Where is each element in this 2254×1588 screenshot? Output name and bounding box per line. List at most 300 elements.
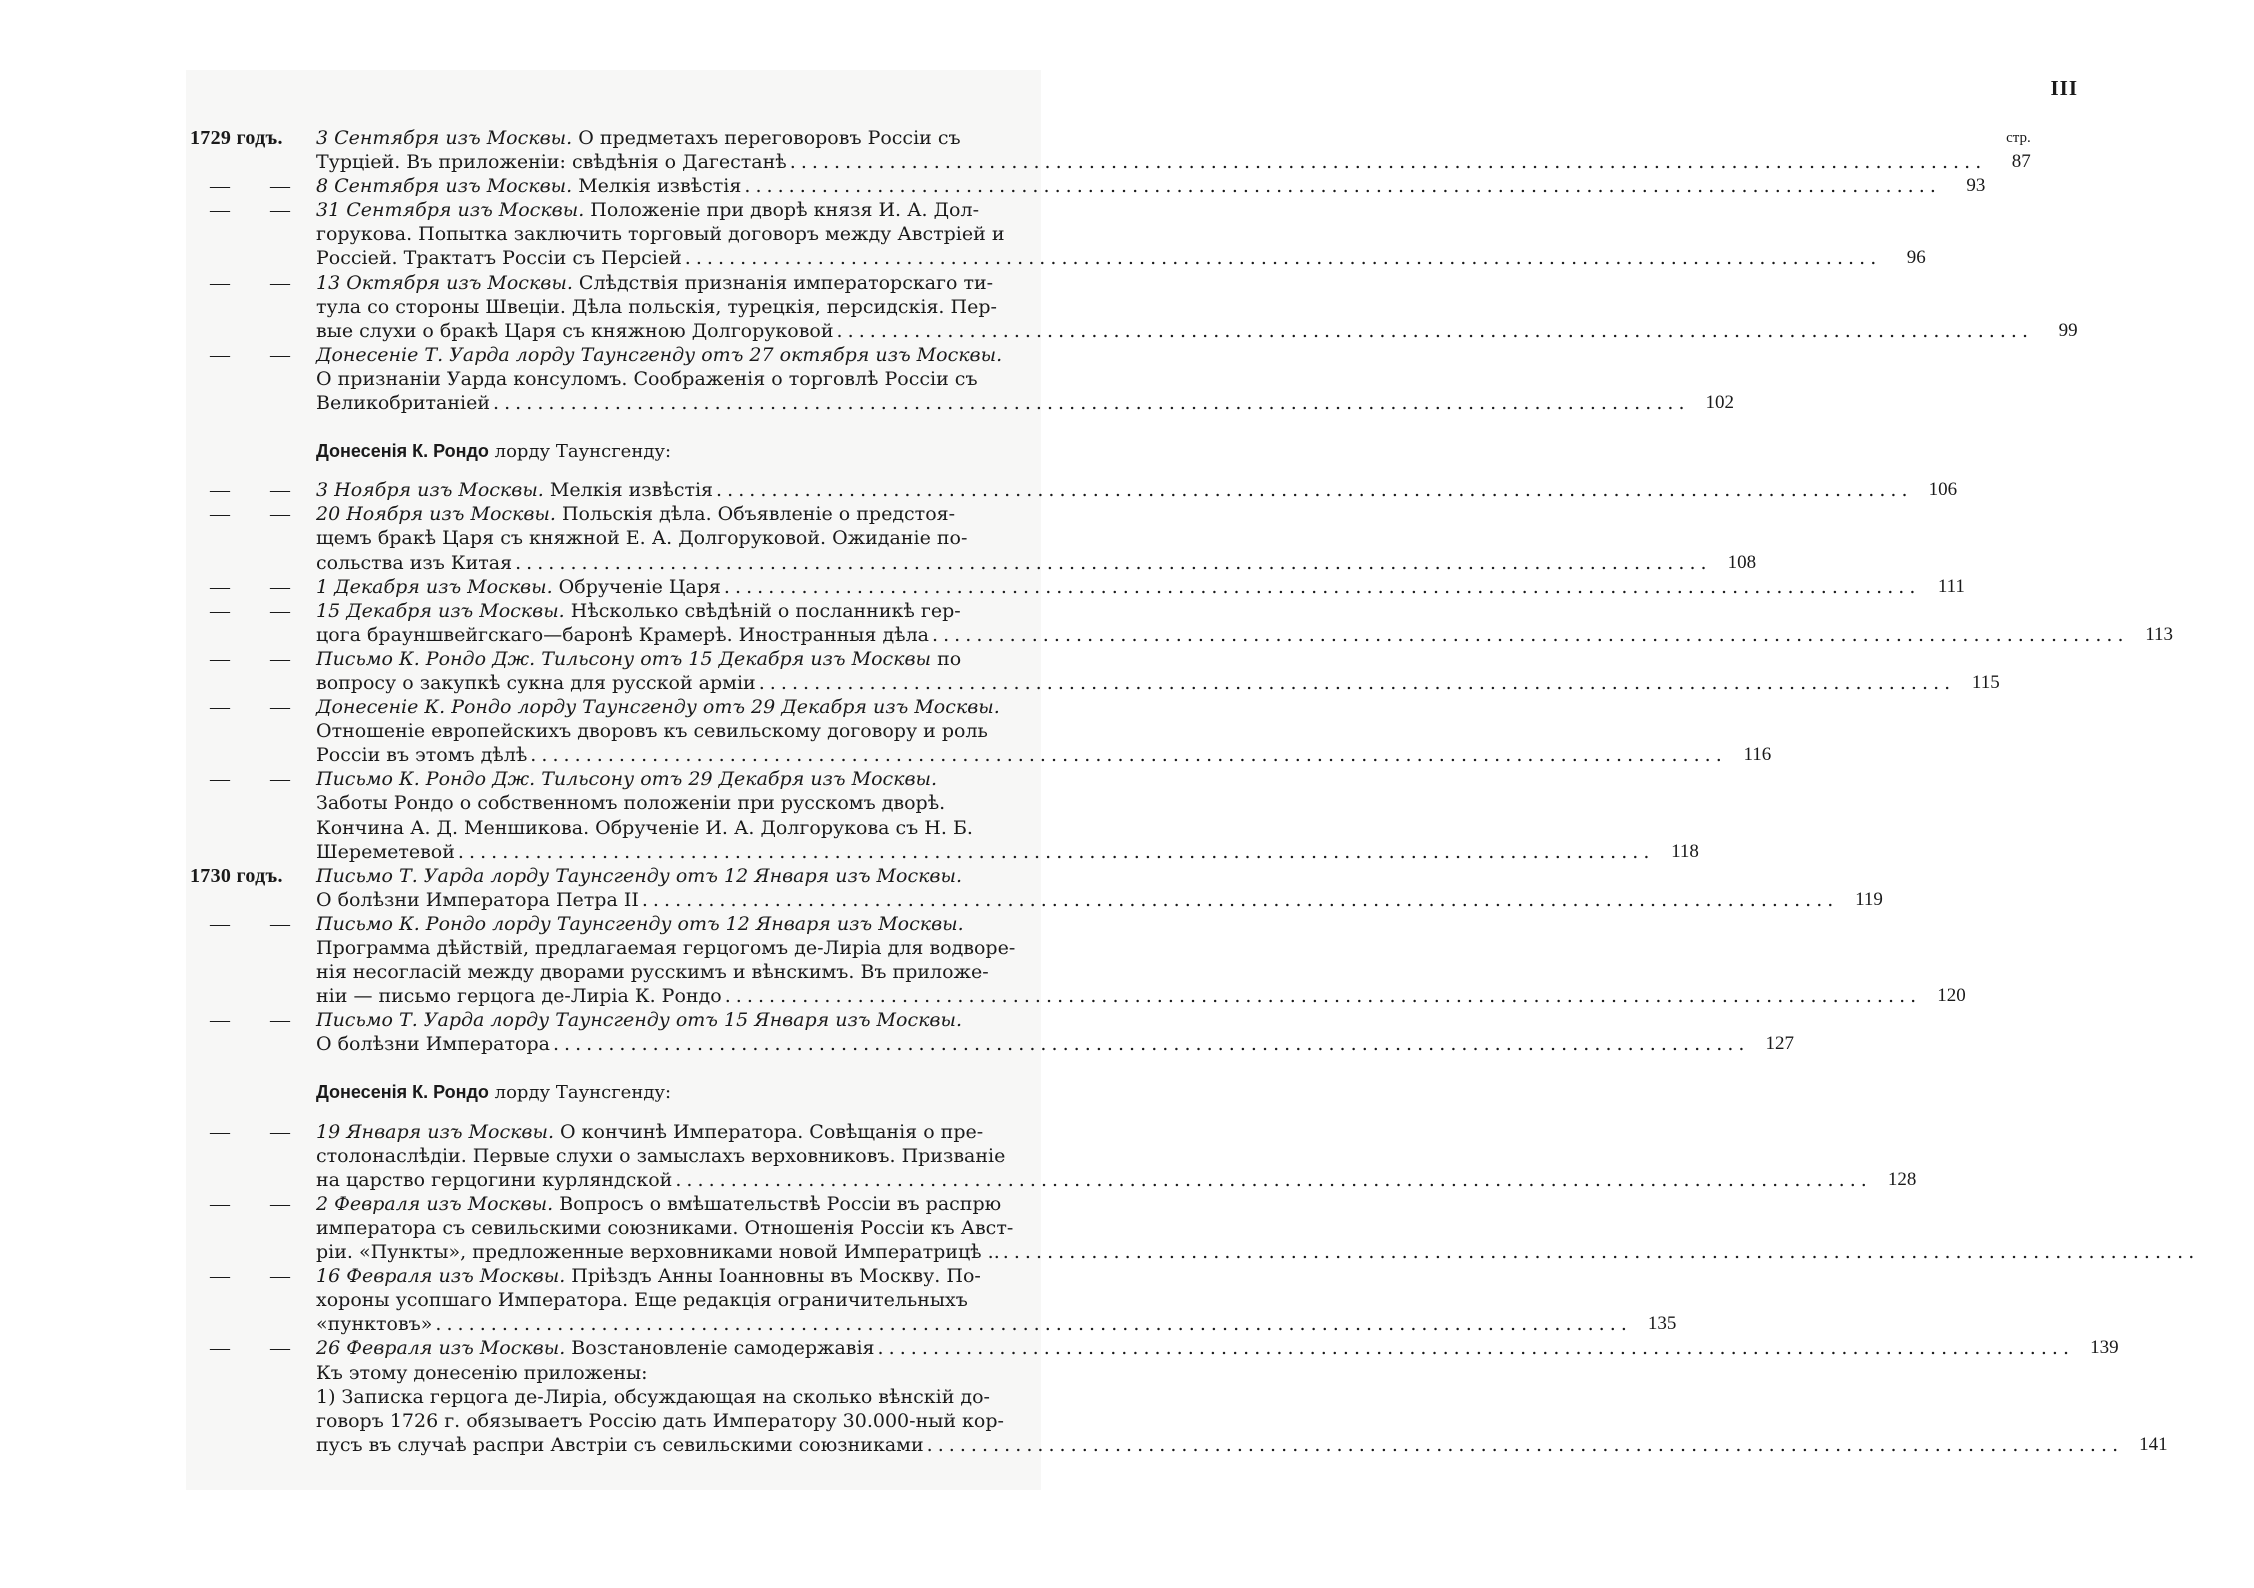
entry-text bbox=[316, 1008, 1744, 1056]
dot-leader bbox=[493, 391, 1684, 415]
entry-line bbox=[316, 1144, 1866, 1168]
entry-line bbox=[316, 271, 2028, 295]
ditto-dash: — bbox=[210, 647, 230, 670]
ditto-dash: — bbox=[210, 1009, 230, 1032]
entry-text bbox=[316, 695, 1721, 767]
page-ref-empty bbox=[1744, 1008, 1794, 1032]
entry-line-text: сольства изъ Китая bbox=[316, 551, 513, 574]
page-ref: 141 bbox=[2139, 1433, 2168, 1455]
column-label: стр. bbox=[2006, 130, 2031, 146]
page-ref-empty bbox=[2028, 271, 2078, 295]
entry-line-text bbox=[316, 912, 964, 936]
dot-leader bbox=[515, 551, 1706, 575]
entry-line bbox=[316, 198, 1876, 222]
page-ref-empty bbox=[2123, 599, 2173, 623]
page-column bbox=[1626, 1264, 1686, 1336]
entry-line-text: 3 Сентября изъ Москвы. О предметахъ переговоровъ Россіи съ bbox=[316, 127, 961, 149]
entry-line bbox=[316, 1288, 1626, 1312]
year-column bbox=[190, 343, 316, 367]
page-column bbox=[1935, 174, 1995, 198]
entry-line-text: Россіи въ этомъ дѣлѣ bbox=[316, 744, 528, 767]
ditto-dash: — bbox=[210, 696, 230, 719]
dot-leader bbox=[1003, 1240, 2194, 1264]
entry-line-text: горукова. Попытка заключить торговый договоръ между Австріей и bbox=[316, 223, 1005, 246]
entry-line-text bbox=[316, 343, 1002, 367]
entry-line-text: столонаслѣдіи. Первые слухи о замыслахъ верховниковъ. Призваніе bbox=[316, 1144, 1006, 1167]
entry-date: 26 Февраля изъ Москвы. bbox=[316, 1337, 566, 1360]
page-column bbox=[1721, 695, 1781, 767]
page-ref-empty bbox=[1876, 222, 1926, 246]
ditto-dash: — bbox=[270, 768, 290, 791]
ditto-dash: — bbox=[270, 1337, 290, 1360]
entry-line bbox=[316, 319, 2028, 343]
page-column bbox=[2118, 1361, 2178, 1457]
page-ref: 99 bbox=[2058, 319, 2078, 341]
section-heading-rest: лорду Таунсгенду: bbox=[488, 441, 672, 463]
ditto-dash: — bbox=[210, 599, 230, 622]
entry-line bbox=[316, 551, 1706, 575]
ditto-dash: — bbox=[210, 768, 230, 791]
entry-line bbox=[316, 623, 2123, 647]
entry-text bbox=[316, 174, 1935, 198]
year-column bbox=[190, 695, 316, 719]
entry-line bbox=[316, 1385, 2118, 1409]
entry-line bbox=[316, 647, 1950, 671]
entry-line bbox=[316, 367, 1684, 391]
toc-entry bbox=[190, 864, 1883, 912]
dot-leader bbox=[435, 1312, 1626, 1336]
toc-entry bbox=[190, 478, 1958, 502]
entry-text bbox=[316, 767, 1649, 863]
entry-line-text: Заботы Рондо о собственномъ положеніи при русскомъ дворѣ. bbox=[316, 792, 946, 815]
dot-leader bbox=[724, 575, 1915, 599]
entry-line-text: Шереметевой bbox=[316, 840, 455, 863]
page-ref-empty bbox=[1950, 647, 2000, 671]
page-ref-empty bbox=[1626, 1264, 1676, 1288]
entry-date: Письмо К. Рондо лорду Таунсгенду отъ 12 Января изъ Москвы. bbox=[316, 912, 964, 935]
page-ref: 127 bbox=[1765, 1033, 1794, 1055]
page-column bbox=[1915, 575, 1975, 599]
entry-line-text: пусъ въ случаѣ распри Австріи съ севильскими союзниками bbox=[316, 1433, 924, 1456]
page-column bbox=[1706, 502, 1766, 574]
page-column bbox=[1907, 478, 1967, 502]
page-ref-empty bbox=[2118, 1385, 2168, 1409]
entry-line bbox=[316, 599, 2123, 623]
entry-line-text: Отношеніе европейскихъ дворовъ къ севильскому договору и роль bbox=[316, 720, 988, 743]
entry-text bbox=[316, 912, 1916, 1008]
toc-entry bbox=[190, 1008, 1794, 1056]
entry-text bbox=[316, 502, 1706, 574]
page-ref-empty bbox=[1721, 695, 1771, 719]
entry-line-text: 1) Записка герцога де-Лиріа, обсуждающая на сколько вѣнскій до- bbox=[316, 1385, 990, 1408]
year-label: 1729 годъ. bbox=[190, 127, 283, 149]
page-ref: 128 bbox=[1887, 1168, 1917, 1190]
page-ref-empty bbox=[1916, 912, 1966, 936]
year-column bbox=[190, 1120, 316, 1144]
section-heading-bold: Донесенія К. Рондо bbox=[316, 441, 489, 462]
entry-line bbox=[316, 526, 1706, 550]
page-ref: 135 bbox=[1647, 1313, 1677, 1335]
entry-line bbox=[316, 222, 1876, 246]
entry-date: Письмо Т. Уарда лорду Таунсгенду отъ 12 Января изъ Москвы. bbox=[316, 864, 963, 887]
entry-line-text: Турціей. Въ приложеніи: свѣдѣнія о Дагестанѣ bbox=[316, 151, 787, 174]
entry-text bbox=[316, 1120, 1866, 1192]
dot-leader bbox=[744, 174, 1935, 198]
entry-text bbox=[316, 343, 1684, 415]
entry-line bbox=[316, 1361, 2118, 1385]
year-column bbox=[190, 198, 316, 222]
page-ref-empty bbox=[2118, 1361, 2168, 1385]
page-ref-empty bbox=[1916, 936, 1966, 960]
ditto-dash: — bbox=[210, 271, 230, 294]
entry-line-text bbox=[316, 767, 937, 791]
page-column bbox=[1833, 864, 1893, 912]
entry-line bbox=[316, 816, 1649, 840]
year-column bbox=[190, 575, 316, 599]
ditto-dash: — bbox=[210, 1192, 230, 1215]
page-column bbox=[1981, 126, 2041, 174]
ditto-dash: — bbox=[270, 575, 290, 598]
entry-line-text: 19 Января изъ Москвы. О кончинѣ Императора. Совѣщанія о пре- bbox=[316, 1120, 984, 1143]
ditto-dash: — bbox=[210, 199, 230, 222]
entry-line bbox=[316, 719, 1721, 743]
page-ref: 118 bbox=[1671, 840, 1699, 862]
ditto-dash: — bbox=[210, 1337, 230, 1360]
page-ref-empty bbox=[1649, 791, 1699, 815]
page-ref: 119 bbox=[1855, 888, 1883, 910]
entry-line-text: 13 Октября изъ Москвы. Слѣдствія признанія императорскаго ти- bbox=[316, 271, 994, 294]
page-number: III bbox=[2050, 76, 2078, 100]
toc-entry bbox=[190, 1336, 2119, 1360]
entry-line bbox=[316, 126, 1981, 150]
entry-date: 31 Сентября изъ Москвы. bbox=[316, 199, 585, 222]
entry-line-text: ріи. «Пункты», предложенные верховниками новой Императрицѣ .. bbox=[316, 1241, 1000, 1264]
page-ref-empty bbox=[2194, 1216, 2244, 1240]
year-column bbox=[190, 1361, 316, 1385]
entry-line-text: Россіей. Трактатъ Россіи съ Персіей bbox=[316, 247, 682, 270]
toc-entry bbox=[190, 198, 1926, 270]
entry-text bbox=[316, 478, 1907, 502]
page-ref-empty bbox=[1684, 367, 1734, 391]
entry-text bbox=[316, 599, 2123, 647]
entry-line bbox=[316, 1312, 1626, 1336]
entry-line-text: 1 Декабря изъ Москвы. Обрученіе Царя bbox=[316, 575, 721, 598]
toc-entry bbox=[190, 599, 2174, 647]
section-heading-bold: Донесенія К. Рондо bbox=[316, 1082, 489, 1103]
entry-line bbox=[316, 767, 1649, 791]
entry-line bbox=[316, 1216, 2194, 1240]
year-column bbox=[190, 478, 316, 502]
entry-date: 8 Сентября изъ Москвы. bbox=[316, 175, 573, 198]
entry-line bbox=[316, 984, 1916, 1008]
entry-line-text: императора съ севильскими союзниками. Отношенія Россіи къ Авст- bbox=[316, 1216, 1014, 1239]
page-ref-empty bbox=[1721, 719, 1771, 743]
entry-line-text: Письмо К. Рондо Дж. Тильсону отъ 15 Декабря изъ Москвы по bbox=[316, 647, 962, 670]
year-column bbox=[190, 767, 316, 791]
entry-text bbox=[316, 1192, 2194, 1264]
dot-leader bbox=[716, 478, 1907, 502]
toc-entry bbox=[190, 695, 1772, 767]
page-ref-empty bbox=[1833, 864, 1883, 888]
entry-date: Письмо К. Рондо Дж. Тильсону отъ 15 Декабря изъ Москвы bbox=[316, 647, 932, 670]
entry-line bbox=[316, 1192, 2194, 1216]
year-column bbox=[190, 1264, 316, 1288]
page-ref: 96 bbox=[1906, 247, 1926, 269]
entry-text bbox=[316, 126, 1981, 174]
entry-line bbox=[316, 1240, 2194, 1264]
entry-line-text: вые слухи о бракѣ Царя съ княжною Долгоруковой bbox=[316, 319, 834, 342]
entry-date: 13 Октября изъ Москвы. bbox=[316, 271, 573, 294]
entry-line-text: нія несогласій между дворами русскимъ и вѣнскимъ. Въ приложе- bbox=[316, 961, 989, 984]
ditto-dash: — bbox=[210, 575, 230, 598]
entry-line bbox=[316, 1264, 1626, 1288]
entry-line-text: 2 Февраля изъ Москвы. Вопросъ о вмѣшательствѣ Россіи въ распрю bbox=[316, 1192, 1002, 1215]
ditto-dash: — bbox=[270, 1009, 290, 1032]
entry-line bbox=[316, 1168, 1866, 1192]
dot-leader bbox=[790, 150, 1981, 174]
entry-text bbox=[316, 1264, 1626, 1336]
page-ref: 102 bbox=[1705, 392, 1735, 414]
page-column bbox=[1744, 1008, 1804, 1056]
year-column bbox=[190, 271, 316, 295]
ditto-dash: — bbox=[210, 1120, 230, 1143]
ditto-dash: — bbox=[210, 343, 230, 366]
year-column bbox=[190, 599, 316, 623]
entry-line-text: щемъ бракѣ Царя съ княжной Е. А. Долгоруковой. Ожиданіе по- bbox=[316, 527, 968, 550]
ditto-dash: — bbox=[210, 503, 230, 526]
ditto-dash: — bbox=[270, 175, 290, 198]
year-column bbox=[190, 864, 316, 888]
entry-line bbox=[316, 936, 1916, 960]
ditto-dash: — bbox=[270, 1192, 290, 1215]
entry-line bbox=[316, 391, 1684, 415]
year-label: 1730 годъ. bbox=[190, 864, 283, 887]
year-column bbox=[190, 1008, 316, 1032]
year-column bbox=[190, 502, 316, 526]
entry-line bbox=[316, 888, 1833, 912]
page-ref: 108 bbox=[1727, 551, 1757, 573]
entry-date: 3 Ноября изъ Москвы. bbox=[316, 479, 544, 502]
toc-entry bbox=[190, 1192, 1022, 1264]
dot-leader bbox=[932, 623, 2123, 647]
dot-leader bbox=[530, 743, 1721, 767]
entry-line bbox=[316, 1008, 1744, 1032]
page-ref-empty bbox=[1649, 816, 1699, 840]
page-column bbox=[1866, 1120, 1926, 1192]
page-ref-empty bbox=[1866, 1144, 1916, 1168]
entry-text bbox=[316, 1336, 2069, 1360]
year-column bbox=[190, 126, 316, 150]
page-column bbox=[1916, 912, 1976, 1008]
page-ref: 120 bbox=[1937, 985, 1966, 1007]
page-ref-empty bbox=[2028, 295, 2078, 319]
page-column bbox=[2123, 599, 2183, 647]
page-column bbox=[1950, 647, 2010, 695]
entry-date: Донесеніе К. Рондо лорду Таунсгенду отъ 29 Декабря изъ Москвы. bbox=[316, 696, 1000, 719]
entry-date: 19 Января изъ Москвы. bbox=[316, 1120, 555, 1143]
ditto-dash: — bbox=[270, 479, 290, 502]
entry-line-text: О признаніи Уарда консуломъ. Соображенія о торговлѣ Россіи съ bbox=[316, 367, 978, 390]
entry-date: 1 Декабря изъ Москвы. bbox=[316, 575, 553, 598]
entry-text bbox=[316, 1361, 2118, 1457]
ditto-dash: — bbox=[270, 199, 290, 222]
table-of-contents bbox=[190, 126, 2174, 1457]
toc-entry bbox=[190, 1264, 1677, 1336]
page-ref-empty bbox=[1706, 502, 1756, 526]
page-column bbox=[1876, 198, 1936, 270]
dot-leader bbox=[725, 984, 1916, 1008]
page-column bbox=[1649, 767, 1709, 863]
entry-line-text: тула со стороны Швеціи. Дѣла польскія, турецкія, персидскія. Пер- bbox=[316, 295, 997, 318]
entry-line bbox=[316, 1409, 2118, 1433]
ditto-dash: — bbox=[210, 479, 230, 502]
section-heading bbox=[316, 439, 1022, 464]
dot-leader bbox=[458, 840, 1649, 864]
dot-leader bbox=[878, 1336, 2069, 1360]
page-ref-empty bbox=[1916, 960, 1966, 984]
page-ref: 93 bbox=[1966, 175, 1986, 197]
entry-line-text: 31 Сентября изъ Москвы. Положеніе при дворѣ князя И. А. Дол- bbox=[316, 199, 979, 222]
page-ref-empty bbox=[2194, 1192, 2244, 1216]
entry-line bbox=[316, 502, 1706, 526]
entry-line bbox=[316, 743, 1721, 767]
toc-entry bbox=[190, 912, 1966, 1008]
toc-entry bbox=[190, 502, 1757, 574]
page-ref-empty bbox=[1684, 343, 1734, 367]
entry-date: 16 Февраля изъ Москвы. bbox=[316, 1265, 566, 1288]
entry-line bbox=[316, 864, 1833, 888]
entry-date: 3 Сентября изъ Москвы. bbox=[316, 127, 573, 149]
page-column bbox=[2069, 1336, 2129, 1360]
entry-line bbox=[316, 246, 1876, 270]
entry-line-text bbox=[316, 695, 1000, 719]
toc-entry bbox=[190, 343, 1735, 415]
entry-line-text: О болѣзни Императора Петра II bbox=[316, 888, 639, 911]
entry-date: 20 Ноября изъ Москвы. bbox=[316, 503, 556, 526]
entry-line-text: Программа дѣйствій, предлагаемая герцогомъ де-Лиріа для водворе- bbox=[316, 937, 1016, 959]
toc-entry bbox=[190, 575, 1965, 599]
entry-line bbox=[316, 343, 1684, 367]
ditto-dash: — bbox=[270, 647, 290, 670]
page-ref: 113 bbox=[2145, 623, 2174, 645]
toc-entry bbox=[190, 174, 1986, 198]
entry-line bbox=[316, 840, 1649, 864]
entry-date: 15 Декабря изъ Москвы. bbox=[316, 599, 565, 622]
entry-line bbox=[316, 960, 1916, 984]
entry-line bbox=[316, 174, 1935, 198]
entry-line bbox=[316, 671, 1950, 695]
toc-entry bbox=[190, 271, 2078, 343]
year-column bbox=[190, 174, 316, 198]
year-column bbox=[190, 1336, 316, 1360]
page-column bbox=[2194, 1192, 2254, 1240]
entry-line-text: ніи — письмо герцога де-Лиріа К. Рондо bbox=[316, 985, 722, 1008]
ditto-dash: — bbox=[270, 343, 290, 366]
entry-line bbox=[316, 295, 2028, 319]
entry-line-text: 26 Февраля изъ Москвы. Возстановленіе самодержавія bbox=[316, 1337, 875, 1360]
ditto-dash: — bbox=[210, 1265, 230, 1288]
section-heading-rest: лорду Таунсгенду: bbox=[488, 1082, 672, 1104]
entry-line-text: хороны усопшаго Императора. Еще редакція ограничительныхъ bbox=[316, 1289, 968, 1312]
ditto-dash: — bbox=[270, 1265, 290, 1288]
entry-text bbox=[316, 575, 1915, 599]
entry-line-text: 16 Февраля изъ Москвы. Пріѣздъ Анны Іоанновны въ Москву. По- bbox=[316, 1265, 981, 1288]
entry-line bbox=[316, 912, 1916, 936]
page-ref-empty bbox=[1649, 767, 1699, 791]
year-column bbox=[190, 912, 316, 936]
entry-date: Письмо Т. Уарда лорду Таунсгенду отъ 15 Января изъ Москвы. bbox=[316, 1009, 963, 1032]
entry-line bbox=[316, 150, 1981, 174]
entry-line-text: цога брауншвейгскаго—баронѣ Крамерѣ. Иностранныя дѣла bbox=[316, 623, 930, 646]
entry-line bbox=[316, 1433, 2118, 1457]
ditto-dash: — bbox=[270, 599, 290, 622]
entry-text bbox=[316, 271, 2028, 343]
entry-line bbox=[316, 1336, 2069, 1360]
entry-line-text: 3 Ноября изъ Москвы. Мелкія извѣстія bbox=[316, 479, 714, 502]
year-column bbox=[190, 1192, 316, 1216]
page-ref-empty bbox=[1626, 1288, 1676, 1312]
ditto-dash: — bbox=[270, 696, 290, 719]
dot-leader bbox=[675, 1168, 1866, 1192]
entry-text bbox=[316, 198, 1876, 270]
entry-line bbox=[316, 575, 1915, 599]
ditto-dash: — bbox=[210, 912, 230, 935]
entry-line-text: 8 Сентября изъ Москвы. Мелкія извѣстія bbox=[316, 175, 742, 198]
toc-entry bbox=[190, 647, 2000, 695]
entry-line-text bbox=[316, 1008, 962, 1032]
dot-leader bbox=[759, 671, 1950, 695]
page-column bbox=[1684, 343, 1744, 415]
entry-line-text: Къ этому донесенію приложены: bbox=[316, 1361, 648, 1384]
entry-line-text: говоръ 1726 г. обязываетъ Россію дать Императору 30.000-ный кор- bbox=[316, 1409, 1004, 1432]
ditto-dash: — bbox=[270, 1120, 290, 1143]
dot-leader bbox=[642, 888, 1833, 912]
ditto-dash: — bbox=[270, 271, 290, 294]
page-ref: 106 bbox=[1928, 479, 1958, 501]
dot-leader bbox=[685, 246, 1876, 270]
entry-line bbox=[316, 1032, 1744, 1056]
entry-line-text: Великобританіей bbox=[316, 392, 491, 415]
ditto-dash: — bbox=[270, 503, 290, 526]
page-ref-empty bbox=[1866, 1120, 1916, 1144]
entry-line bbox=[316, 791, 1649, 815]
entry-line-text: О болѣзни Императора bbox=[316, 1033, 550, 1056]
entry-line-text: на царство герцогини курляндской bbox=[316, 1168, 673, 1191]
entry-line-text: 20 Ноября изъ Москвы. Польскія дѣла. Объявленіе о предстоя- bbox=[316, 503, 956, 526]
entry-line-text: «пунктовъ» bbox=[316, 1313, 433, 1336]
page-ref: 139 bbox=[2090, 1337, 2119, 1359]
entry-line bbox=[316, 478, 1907, 502]
toc-entry bbox=[190, 1120, 1917, 1192]
entry-line bbox=[316, 695, 1721, 719]
year-column bbox=[190, 647, 316, 671]
page-ref-empty bbox=[2118, 1409, 2168, 1433]
toc-entry bbox=[190, 1361, 2168, 1457]
page-ref: 87 bbox=[2011, 151, 2031, 173]
page-ref-empty bbox=[1876, 198, 1926, 222]
ditto-dash: — bbox=[210, 175, 230, 198]
dot-leader bbox=[927, 1433, 2118, 1457]
entry-line-text: 15 Декабря изъ Москвы. Нѣсколько свѣдѣній о посланникѣ гер- bbox=[316, 599, 961, 622]
entry-line-text: Кончина А. Д. Меншикова. Обрученіе И. А. Долгорукова съ Н. Б. bbox=[316, 816, 973, 839]
section-heading bbox=[316, 1080, 1022, 1105]
page-ref: 116 bbox=[1743, 744, 1772, 766]
entry-line-text: вопросу о закупкѣ сукна для русской арміи bbox=[316, 671, 756, 694]
entry-line bbox=[316, 1120, 1866, 1144]
entry-date: Донесеніе Т. Уарда лорду Таунсгенду отъ 27 октября изъ Москвы. bbox=[316, 343, 1003, 366]
entry-text bbox=[316, 647, 1950, 695]
dot-leader bbox=[553, 1032, 1744, 1056]
